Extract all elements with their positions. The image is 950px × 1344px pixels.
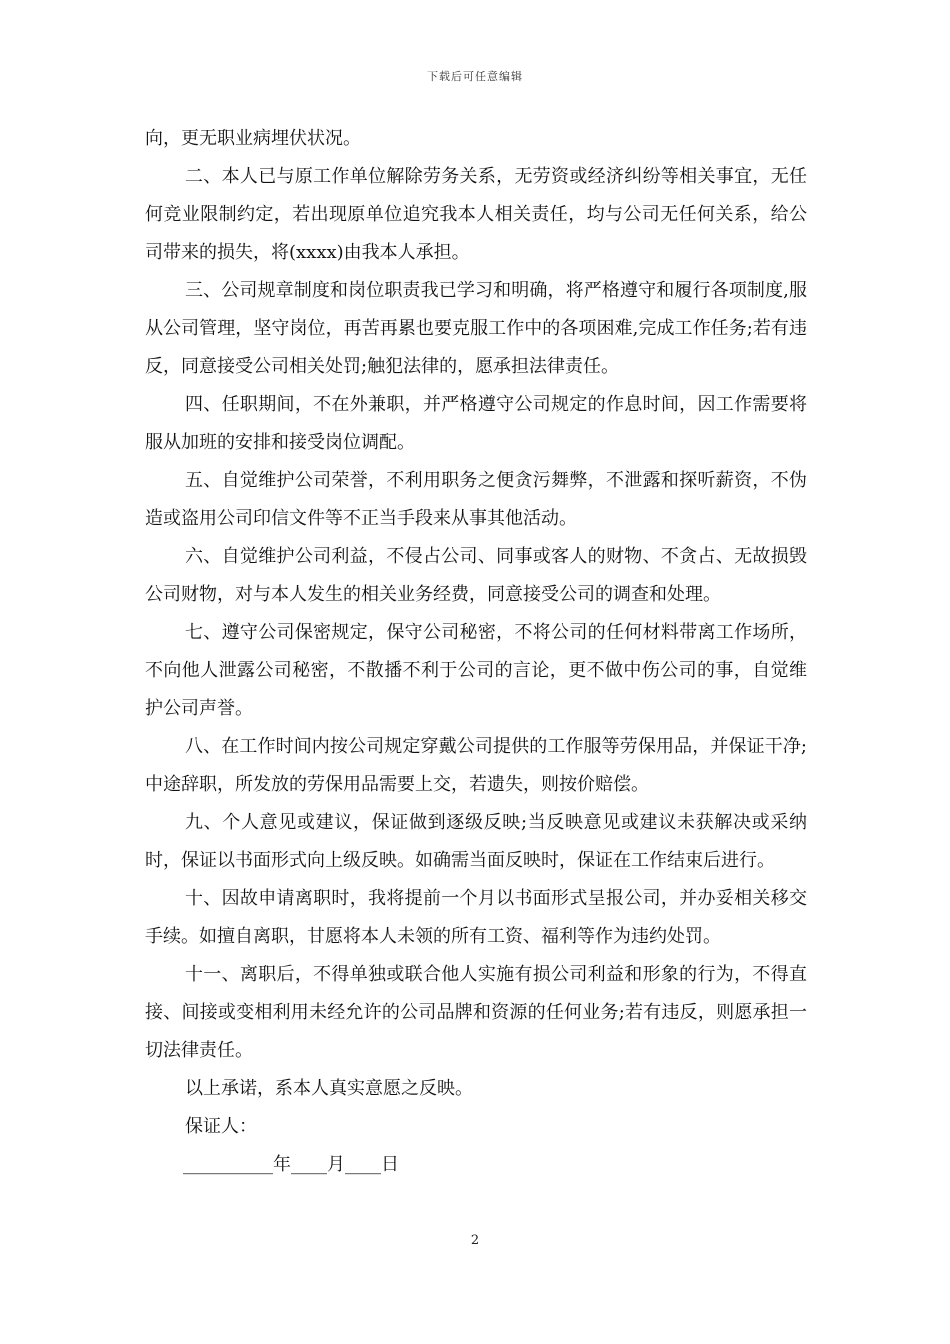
guarantor-label: 保证人：	[185, 1116, 257, 1137]
document-body	[145, 120, 807, 1184]
closing-statement: 以上承诺，系本人真实意愿之反映。	[185, 1078, 473, 1099]
paragraph-item-4: 四、任职期间，不在外兼职，并严格遵守公司规定的作息时间，因工作需要将服从加班的安排和接受岗位调配。	[145, 394, 807, 453]
date-line: __________年____月____日	[183, 1154, 399, 1175]
paragraph-item-8: 八、在工作时间内按公司规定穿戴公司提供的工作服等劳保用品，并保证干净;中途辞职，所发放的劳保用品需要上交，若遗失，则按价赔偿。	[145, 736, 807, 795]
paragraph-item-7: 七、遵守公司保密规定，保守公司秘密，不将公司的任何材料带离工作场所，不向他人泄露公司秘密，不散播不利于公司的言论，更不做中伤公司的事，自觉维护公司声誉。	[145, 622, 807, 719]
paragraph-item-6: 六、自觉维护公司利益，不侵占公司、同事或客人的财物、不贪占、无故损毁公司财物，对与本人发生的相关业务经费，同意接受公司的调查和处理。	[145, 546, 807, 605]
paragraph-item-2: 二、本人已与原工作单位解除劳务关系，无劳资或经济纠纷等相关事宜，无任何竞业限制约定，若出现原单位追究我本人相关责任，均与公司无任何关系，给公司带来的损失，将(xxxx)由我本人承担。	[145, 166, 807, 263]
paragraph-item-11: 十一、离职后，不得单独或联合他人实施有损公司利益和形象的行为，不得直接、间接或变相利用未经允许的公司品牌和资源的任何业务;若有违反，则愿承担一切法律责任。	[145, 964, 807, 1061]
header-note: 下载后可任意编辑	[427, 70, 523, 83]
paragraph-item-10: 十、因故申请离职时，我将提前一个月以书面形式呈报公司，并办妥相关移交手续。如擅自离职，甘愿将本人未领的所有工资、福利等作为违约处罚。	[145, 888, 807, 947]
paragraph-item-9: 九、个人意见或建议，保证做到逐级反映;当反映意见或建议未获解决或采纳时，保证以书面形式向上级反映。如确需当面反映时，保证在工作结束后进行。	[145, 812, 807, 871]
page-number: 2	[470, 1233, 480, 1248]
paragraph-item-5: 五、自觉维护公司荣誉，不利用职务之便贪污舞弊，不泄露和探听薪资，不伪造或盗用公司印信文件等不正当手段来从事其他活动。	[145, 470, 807, 529]
paragraph-item-3: 三、公司规章制度和岗位职责我已学习和明确，将严格遵守和履行各项制度,服从公司管理，坚守岗位，再苦再累也要克服工作中的各项困难,完成工作任务;若有违反，同意接受公司相关处罚;触犯法律的，愿承担法律责任。	[145, 280, 807, 377]
paragraph-continuation: 向，更无职业病埋伏状况。	[145, 128, 361, 149]
